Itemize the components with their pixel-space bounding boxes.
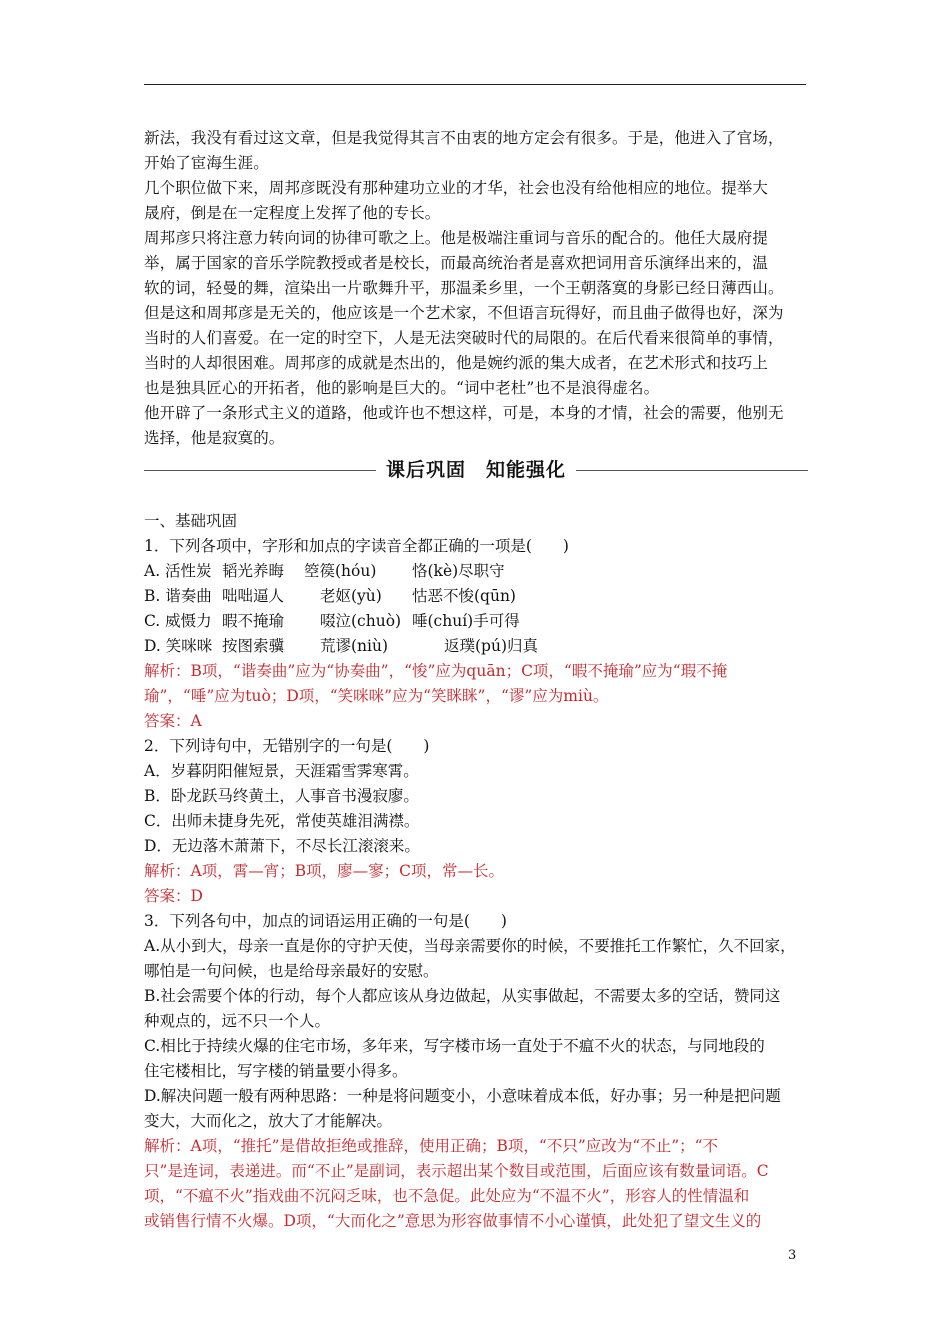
page-content: [144, 126, 808, 1234]
question-stem: 2．下列诗句中，无错别字的一句是( ): [144, 737, 430, 755]
option-c-line: 住宅楼相比，写字楼的销量要小得多。: [144, 1062, 408, 1080]
analysis-line: 或销售行情不火爆。D项，“大而化之”意思为形容做事情不小心谨慎，此处犯了望文生义的: [144, 1212, 762, 1230]
option-word: 暇不掩瑜: [222, 612, 285, 630]
section-title: 课后巩固 知能强化: [385, 459, 566, 481]
analysis-line: 项，“不瘟不火”指戏曲不沉闷乏味，也不急促。此处应为“不温不火”，形容人的性情温和: [144, 1187, 750, 1205]
option-word: 韬光养晦: [222, 562, 285, 580]
option-word: C. 威慑力: [144, 612, 212, 630]
option-c-line: C.相比于持续火爆的住宅市场，多年来，写字楼市场一直处于不瘟不火的状态，与同地段的: [144, 1037, 765, 1055]
option-word: 箜篌(hóu): [304, 562, 377, 580]
essay-line: 当时的人们喜爱。在一定的时空下，人是无法突破时代的局限的。在后代看来很简单的事情，: [144, 329, 784, 347]
analysis-line: 解析：A项，“推托”是借故拒绝或推辞，使用正确；B项，“不只”应改为“不止”；“不: [144, 1137, 719, 1155]
question-1: [144, 534, 808, 734]
option-word: 恪(kè)尽职守: [412, 562, 505, 580]
essay-line: 举，属于国家的音乐学院教授或者是校长，而最高统治者是喜欢把词用音乐演绎出来的，温: [144, 254, 769, 272]
essay-line: 但是这和周邦彦是无关的，他应该是一个艺术家，不但语言玩得好，而且曲子做得也好，深为: [144, 304, 784, 322]
option-word: 按图索骥: [222, 637, 285, 655]
essay-line: 新法，我没有看过这文章，但是我觉得其言不由衷的地方定会有很多。于是，他进入了官场，: [144, 129, 784, 147]
question-3: [144, 909, 808, 1234]
option-word: 荒谬(niù): [320, 637, 389, 655]
answer-line: 答案：D: [144, 887, 203, 905]
page-number: 3: [788, 1248, 797, 1263]
essay-line: 他开辟了一条形式主义的道路，他或许也不想这样，可是，本身的才情，社会的需要，他别无: [144, 404, 784, 422]
option-a-line: 哪怕是一句问候，也是给母亲最好的安慰。: [144, 962, 439, 980]
essay-passage: [144, 126, 808, 451]
section-rule-right: [576, 470, 808, 471]
option-d: [144, 634, 808, 659]
option-word: A. 活性炭: [144, 562, 212, 580]
essay-line: 周邦彦只将注意力转向词的协律可歌之上。他是极端注重词与音乐的配合的。他任大晟府提: [144, 229, 769, 247]
essay-line: 也是独具匠心的开拓者，他的影响是巨大的。“词中老杜”也不是浪得虚名。: [144, 379, 660, 397]
option-c: C．出师未捷身先死，常使英雄泪满襟。: [144, 812, 420, 830]
question-2: [144, 734, 808, 909]
header-rule: [144, 84, 806, 85]
part-heading: 一、基础巩固: [144, 512, 238, 530]
option-a-line: A.从小到大，母亲一直是你的守护天使，当母亲需要你的时候，不要推托工作繁忙，久不回家，: [144, 937, 796, 955]
option-b-line: 种观点的，远不只一个人。: [144, 1012, 331, 1030]
answer-line: 答案：A: [144, 712, 202, 730]
option-word: 返璞(pú)归真: [444, 637, 538, 655]
option-d-line: 变大，大而化之，放大了才能解决。: [144, 1112, 393, 1130]
option-word: 啜泣(chuò): [320, 612, 402, 630]
option-word: B. 谐奏曲: [144, 587, 212, 605]
analysis-line: 只”是连词，表递进。而“不止”是副词，表示超出某个数目或范围，后面应该有数量词语。C: [144, 1162, 769, 1180]
analysis-line: 解析：B项，“谐奏曲”应为“协奏曲”，“悛”应为quān；C项，“暇不掩瑜”应为“瑕不掩: [144, 662, 728, 680]
option-a: A．岁暮阴阳催短景，天涯霜雪霁寒霄。: [144, 762, 419, 780]
essay-line: 软的词，轻曼的舞，渲染出一片歌舞升平，那温柔乡里，一个王朝落寞的身影已经日薄西山。: [144, 279, 784, 297]
question-stem: 1．下列各项中，字形和加点的字读音全都正确的一项是( ): [144, 537, 569, 555]
option-word: 咄咄逼人: [222, 587, 285, 605]
section-rule-left: [144, 470, 376, 471]
essay-line: 开始了宦海生涯。: [144, 154, 269, 172]
essay-line: 当时的人却很困难。周邦彦的成就是杰出的，他是婉约派的集大成者，在艺术形式和技巧上: [144, 354, 769, 372]
option-word: 老妪(yù): [320, 587, 382, 605]
option-b: B．卧龙跃马终黄土，人事音书漫寂廖。: [144, 787, 419, 805]
essay-line: 几个职位做下来，周邦彦既没有那种建功立业的才华，社会也没有给他相应的地位。提举大: [144, 179, 769, 197]
section-header: [144, 453, 808, 491]
option-d: D．无边落木萧萧下，不尽长江滚滚来。: [144, 837, 420, 855]
analysis-line: 瑜”，“唾”应为tuò；D项，“笑咪咪”应为“笑眯眯”，“谬”应为miù。: [144, 687, 609, 705]
option-b-line: B.社会需要个体的行动，每个人都应该从身边做起，从实事做起，不需要太多的空话，赞同这: [144, 987, 781, 1005]
option-d-line: D.解决问题一般有两种思路：一种是将问题变小，小意味着成本低，好办事；另一种是把问题: [144, 1087, 781, 1105]
option-word: 怙恶不悛(qūn): [412, 587, 516, 605]
option-word: 唾(chuí)手可得: [412, 612, 520, 630]
question-stem: 3．下列各句中，加点的词语运用正确的一句是( ): [144, 912, 507, 930]
analysis-line: 解析：A项，霄—宵；B项，廖—寥；C项，常—长。: [144, 862, 504, 880]
essay-line: 晟府，倒是在一定程度上发挥了他的专长。: [144, 204, 441, 222]
essay-line: 选择，他是寂寞的。: [144, 429, 285, 447]
option-a: [144, 559, 808, 584]
option-b: [144, 584, 808, 609]
option-word: D. 笑咪咪: [144, 637, 213, 655]
option-c: [144, 609, 808, 634]
